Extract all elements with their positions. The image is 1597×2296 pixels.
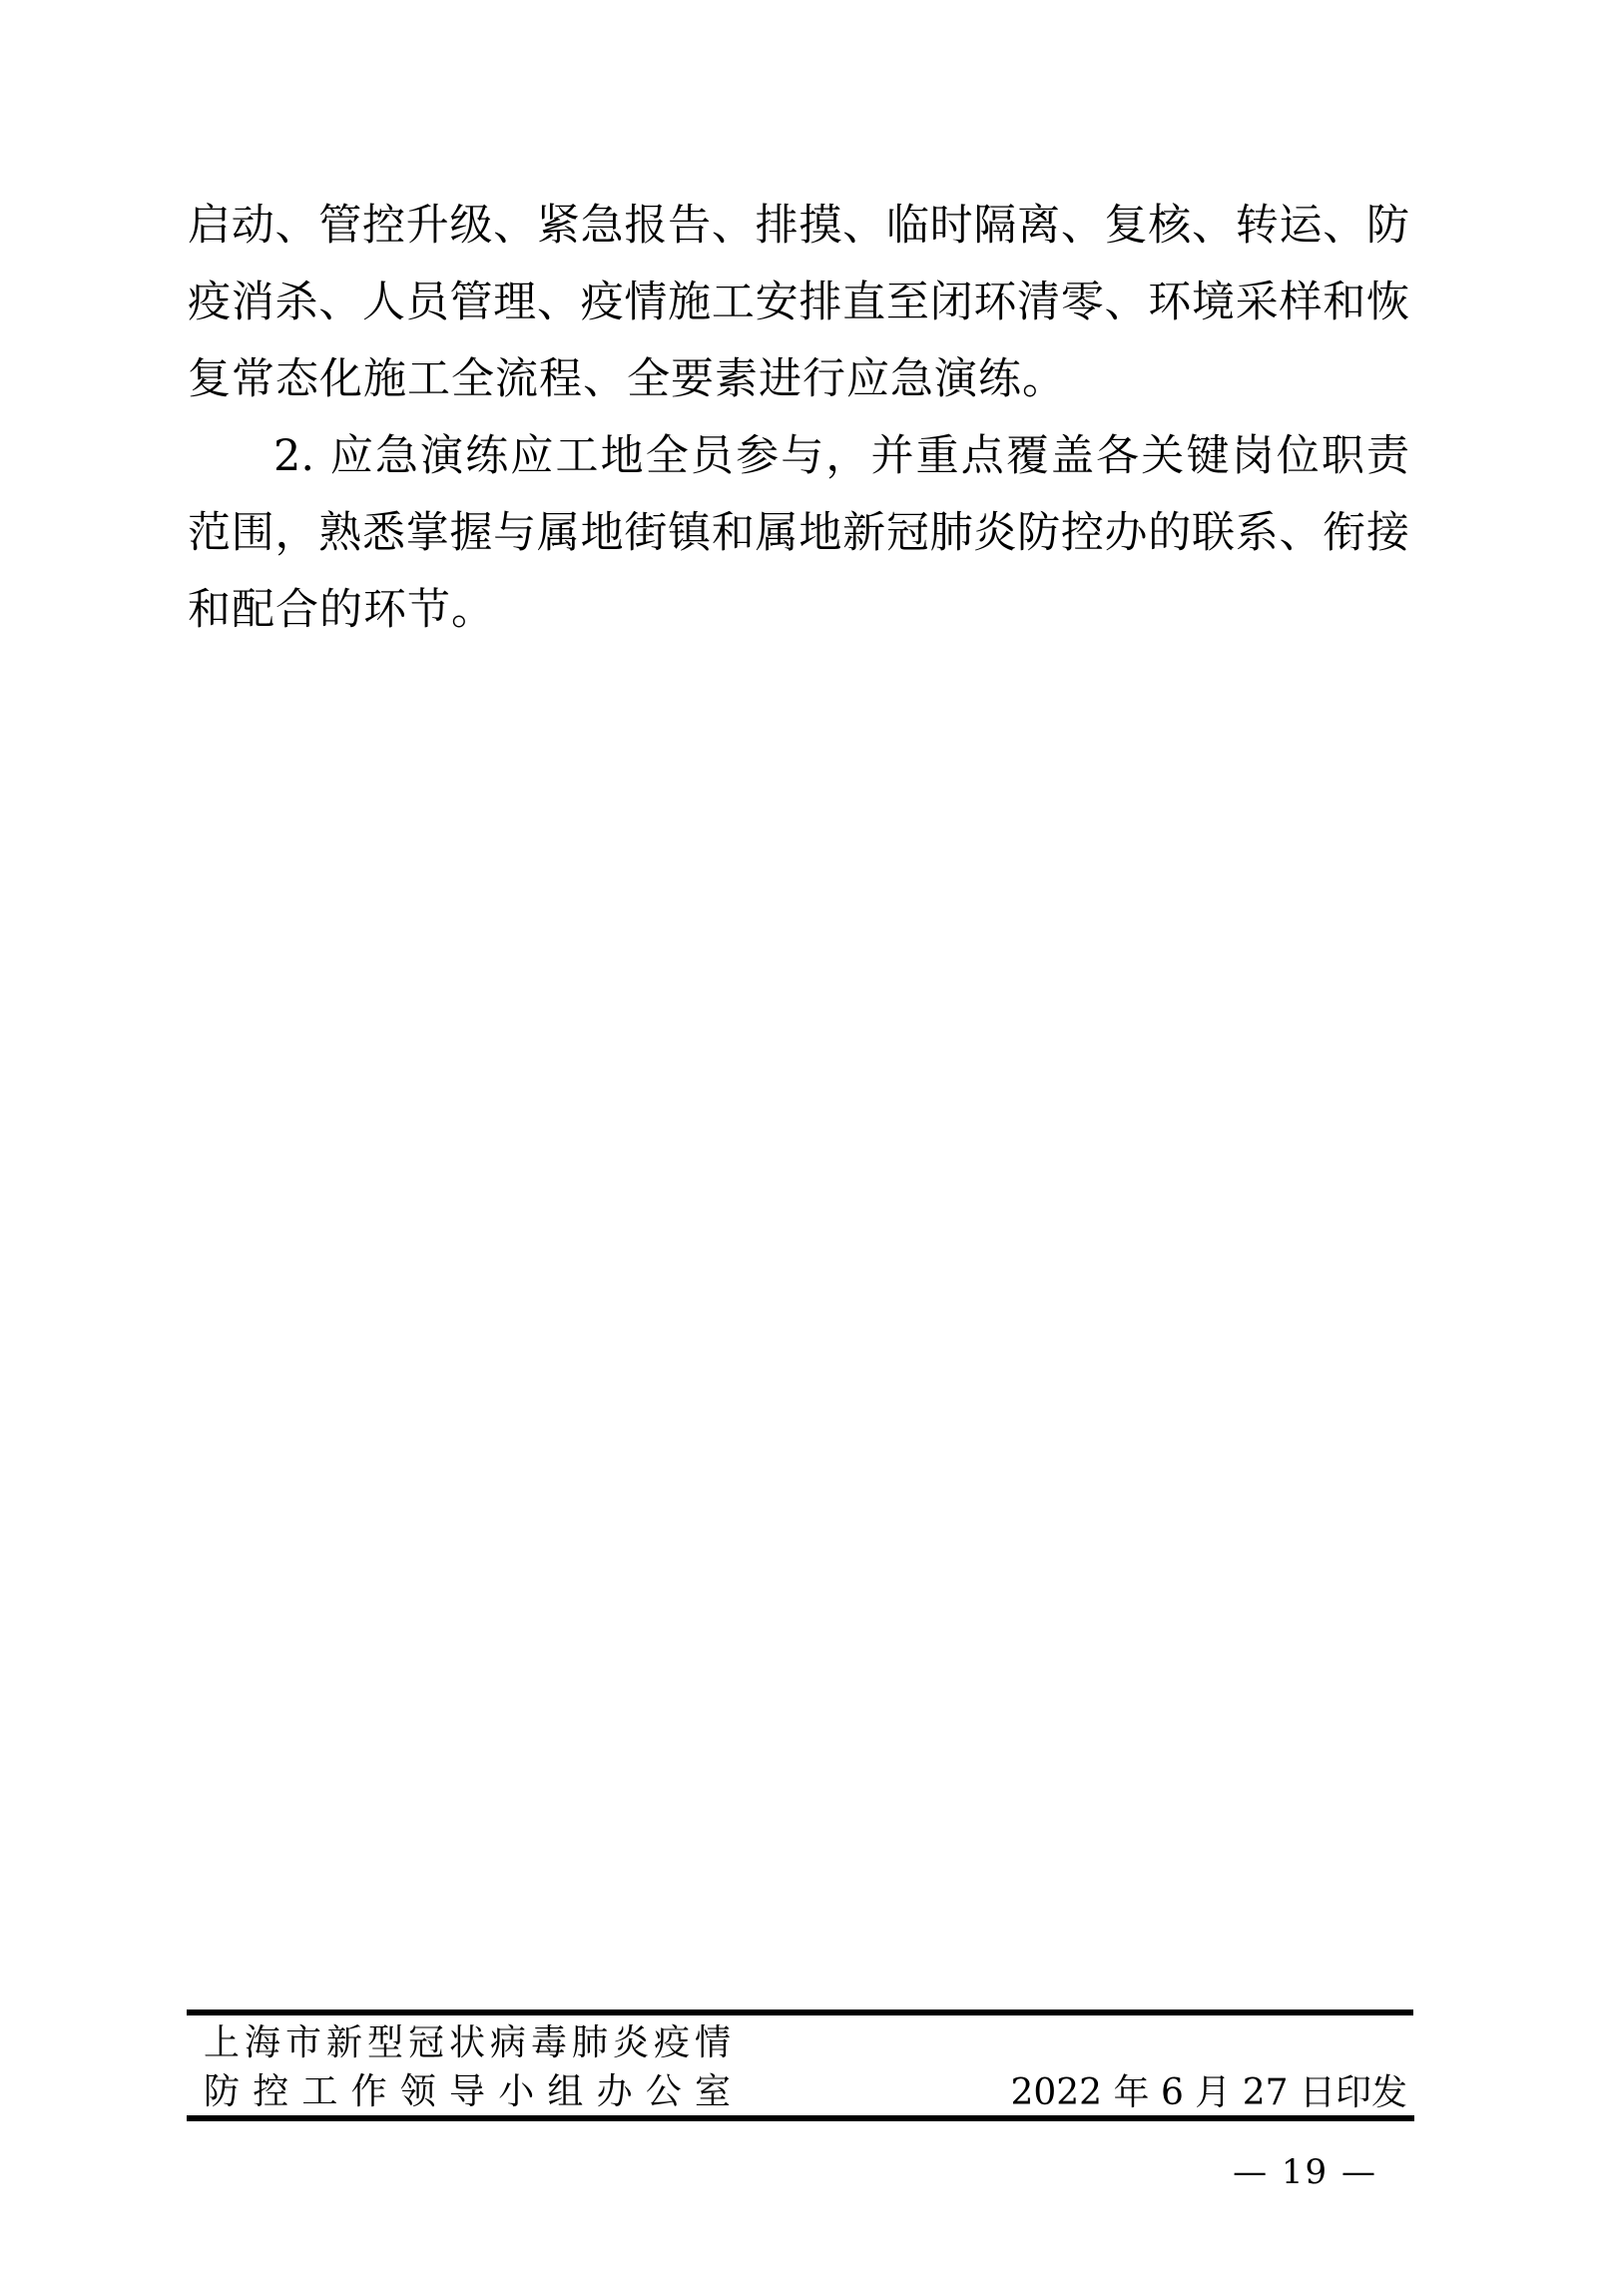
body-text-block	[188, 188, 1409, 649]
issuer-name-line-2: 防控工作领导小组办公室	[204, 2071, 731, 2112]
body-line-item-2: 2. 应急演练应工地全员参与，并重点覆盖各关键岗位职责	[273, 431, 1409, 481]
page-number: — 19 —	[1233, 2152, 1377, 2192]
body-line: 启动、管控升级、紧急报告、排摸、临时隔离、复核、转运、防	[188, 201, 1409, 251]
footer-rule-bottom	[187, 2115, 1414, 2121]
body-line: 疫消杀、人员管理、疫情施工安排直至闭环清零、环境采样和恢	[188, 278, 1409, 327]
body-line: 复常态化施工全流程、全要素进行应急演练。	[188, 354, 1066, 404]
body-line: 和配合的环节。	[188, 585, 495, 635]
footer-rule-top	[187, 2009, 1413, 2015]
issuer-name-line-1: 上海市新型冠状病毒肺炎疫情	[204, 2022, 731, 2063]
issue-date: 2022 年 6 月 27 日印发	[1010, 2072, 1407, 2113]
body-line: 范围，熟悉掌握与属地街镇和属地新冠肺炎防控办的联系、衔接	[188, 508, 1409, 558]
issuer-block	[204, 2018, 731, 2116]
